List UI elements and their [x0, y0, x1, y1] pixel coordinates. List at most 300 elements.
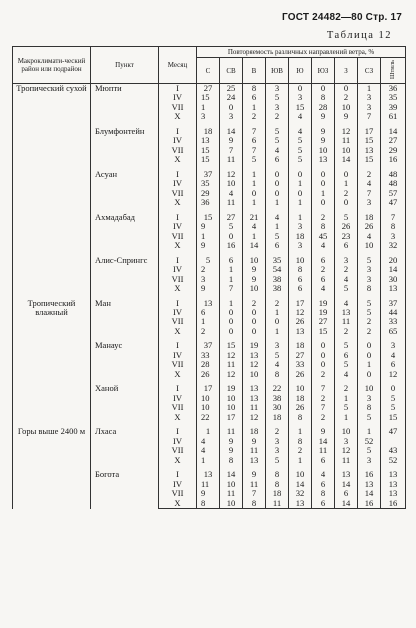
value-cell: 1: [220, 265, 243, 275]
value-cell: 25: [220, 84, 243, 94]
value-cell: 18: [358, 213, 381, 222]
value-cell: 10: [289, 256, 312, 265]
value-cell: 3: [381, 341, 406, 350]
value-cell: 18: [243, 427, 266, 436]
region-cell: [13, 341, 91, 379]
value-cell: 4: [243, 222, 266, 232]
value-cell: 1: [289, 456, 312, 466]
value-cell: 14: [243, 241, 266, 251]
value-cell: 3: [358, 265, 381, 275]
value-cell: 1: [266, 327, 289, 337]
value-cell: 14: [220, 127, 243, 136]
value-cell: 29: [381, 146, 406, 156]
region-cell: [13, 256, 91, 294]
value-cell: 7: [220, 284, 243, 294]
value-cell: 10: [289, 470, 312, 479]
value-cell: 1: [289, 427, 312, 436]
value-cell: 14: [220, 470, 243, 479]
value-cell: 5: [358, 308, 381, 318]
value-cell: 19: [312, 299, 335, 308]
station-cell: Блумфонтейн: [91, 127, 159, 165]
value-cell: 18: [266, 413, 289, 423]
value-cell: 13: [358, 146, 381, 156]
value-cell: 11: [266, 499, 289, 509]
value-cell: 6: [289, 284, 312, 294]
value-cell: 0: [335, 84, 358, 94]
value-cell: 26: [335, 222, 358, 232]
value-cell: 27: [197, 84, 220, 94]
value-cell: 32: [289, 489, 312, 499]
value-cell: 14: [312, 437, 335, 447]
value-cell: 2: [289, 446, 312, 456]
value-cell: 11: [312, 446, 335, 456]
value-cell: 8: [358, 403, 381, 413]
value-cell: 11: [220, 155, 243, 165]
value-cell: 13: [289, 327, 312, 337]
month-cell: VII: [159, 403, 197, 413]
value-cell: 38: [266, 275, 289, 285]
value-cell: 26: [197, 370, 220, 380]
month-cell: I: [159, 427, 197, 436]
value-cell: 12: [220, 351, 243, 361]
value-cell: 30: [381, 275, 406, 285]
value-cell: 2: [243, 112, 266, 122]
value-cell: 7: [243, 127, 266, 136]
region-cell: [13, 170, 91, 208]
value-cell: 16: [381, 155, 406, 165]
value-cell: 8: [289, 437, 312, 447]
value-cell: 10: [220, 403, 243, 413]
value-cell: 3: [335, 256, 358, 265]
value-cell: 0: [266, 189, 289, 199]
value-cell: 0: [358, 351, 381, 361]
value-cell: 13: [289, 499, 312, 509]
value-cell: 9: [312, 127, 335, 136]
value-cell: 5: [335, 403, 358, 413]
value-cell: 38: [266, 284, 289, 294]
value-cell: 8: [358, 284, 381, 294]
value-cell: 29: [197, 189, 220, 199]
value-cell: 2: [335, 265, 358, 275]
value-cell: 1: [197, 427, 220, 436]
value-cell: 1: [220, 275, 243, 285]
value-cell: 11: [220, 489, 243, 499]
value-cell: 0: [358, 341, 381, 350]
value-cell: 4: [312, 241, 335, 251]
value-cell: 16: [381, 499, 406, 509]
value-cell: 12: [243, 360, 266, 370]
region-cell: [13, 213, 91, 251]
value-cell: 14: [335, 480, 358, 490]
table-row: [13, 299, 406, 308]
value-cell: 13: [197, 299, 220, 308]
value-cell: 57: [381, 189, 406, 199]
value-cell: 10: [289, 384, 312, 393]
value-cell: 27: [381, 136, 406, 146]
table-row: [13, 384, 406, 393]
region-cell: Тропический влажный: [13, 299, 91, 337]
value-cell: 8: [289, 413, 312, 423]
value-cell: 0: [220, 308, 243, 318]
value-cell: 11: [220, 427, 243, 436]
month-cell: VII: [159, 275, 197, 285]
value-cell: 54: [266, 265, 289, 275]
value-cell: 0: [220, 103, 243, 113]
value-cell: 8: [312, 489, 335, 499]
value-cell: 4: [358, 179, 381, 189]
month-cell: I: [159, 84, 197, 94]
value-cell: 27: [289, 351, 312, 361]
value-cell: 5: [289, 146, 312, 156]
value-cell: 52: [381, 456, 406, 466]
value-cell: 48: [381, 179, 406, 189]
value-cell: 0: [289, 170, 312, 179]
value-cell: 1: [243, 232, 266, 242]
column-header-sw: ЮЗ: [312, 58, 335, 84]
value-cell: 6: [289, 275, 312, 285]
month-cell: VII: [159, 232, 197, 242]
month-cell: X: [159, 155, 197, 165]
value-cell: 13: [381, 489, 406, 499]
value-cell: 2: [312, 213, 335, 222]
value-cell: 8: [266, 480, 289, 490]
value-cell: 10: [243, 284, 266, 294]
month-cell: IV: [159, 136, 197, 146]
value-cell: 1: [220, 299, 243, 308]
station-cell: Алис-Спрингс: [91, 256, 159, 294]
value-cell: 1: [197, 456, 220, 466]
value-cell: 2: [197, 265, 220, 275]
value-cell: 13: [243, 394, 266, 404]
value-cell: 10: [243, 256, 266, 265]
value-cell: 33: [289, 360, 312, 370]
month-cell: I: [159, 384, 197, 393]
column-header-calm: Штиль: [381, 58, 406, 84]
month-cell: IV: [159, 351, 197, 361]
month-cell: IV: [159, 222, 197, 232]
value-cell: 6: [266, 155, 289, 165]
value-cell: 8: [243, 84, 266, 94]
value-cell: 1: [266, 198, 289, 208]
value-cell: 26: [358, 222, 381, 232]
value-cell: 15: [197, 213, 220, 222]
value-cell: 12: [289, 308, 312, 318]
value-cell: 5: [266, 456, 289, 466]
month-cell: X: [159, 327, 197, 337]
value-cell: 23: [335, 232, 358, 242]
value-cell: 16: [358, 499, 381, 509]
value-cell: 9: [312, 112, 335, 122]
value-cell: 8: [197, 499, 220, 509]
value-cell: 22: [266, 384, 289, 393]
value-cell: 3: [197, 112, 220, 122]
value-cell: 15: [197, 93, 220, 103]
value-cell: 16: [358, 470, 381, 479]
value-cell: 10: [220, 499, 243, 509]
month-cell: VII: [159, 103, 197, 113]
value-cell: 10: [358, 384, 381, 393]
value-cell: 11: [335, 136, 358, 146]
value-cell: 7: [358, 112, 381, 122]
value-cell: 2: [335, 384, 358, 393]
value-cell: 7: [381, 213, 406, 222]
region-cell: [13, 127, 91, 165]
value-cell: 33: [197, 351, 220, 361]
value-cell: 13: [197, 136, 220, 146]
value-cell: 4: [289, 127, 312, 136]
value-cell: 2: [266, 299, 289, 308]
month-cell: X: [159, 241, 197, 251]
table-title: Таблица 12: [326, 30, 392, 41]
value-cell: 6: [266, 241, 289, 251]
region-cell: Горы выше 2400 м: [13, 427, 91, 465]
value-cell: 7: [312, 403, 335, 413]
value-cell: 6: [335, 241, 358, 251]
value-cell: 35: [266, 256, 289, 265]
value-cell: 15: [312, 327, 335, 337]
table-row: [13, 127, 406, 136]
value-cell: 28: [312, 103, 335, 113]
value-cell: 12: [335, 446, 358, 456]
value-cell: 1: [197, 103, 220, 113]
value-cell: 2: [197, 327, 220, 337]
value-cell: 13: [335, 470, 358, 479]
value-cell: 10: [312, 146, 335, 156]
value-cell: 10: [335, 427, 358, 436]
value-cell: 3: [358, 456, 381, 466]
month-cell: I: [159, 341, 197, 350]
value-cell: 5: [289, 155, 312, 165]
value-cell: 2: [312, 265, 335, 275]
value-cell: 12: [381, 370, 406, 380]
value-cell: 8: [266, 370, 289, 380]
value-cell: 0: [312, 351, 335, 361]
value-cell: 4: [335, 370, 358, 380]
value-cell: 28: [197, 360, 220, 370]
wind-frequency-table: [12, 46, 406, 509]
value-cell: 1: [289, 213, 312, 222]
value-cell: 1: [197, 232, 220, 242]
value-cell: 47: [381, 198, 406, 208]
value-cell: 33: [381, 317, 406, 327]
value-cell: 1: [335, 394, 358, 404]
value-cell: 7: [243, 489, 266, 499]
month-cell: IV: [159, 394, 197, 404]
value-cell: 5: [266, 351, 289, 361]
value-cell: 13: [243, 456, 266, 466]
value-cell: 36: [197, 198, 220, 208]
value-cell: 15: [289, 103, 312, 113]
month-cell: X: [159, 284, 197, 294]
value-cell: 10: [220, 179, 243, 189]
column-header-se: ЮВ: [266, 58, 289, 84]
value-cell: 9: [197, 241, 220, 251]
value-cell: 5: [243, 155, 266, 165]
value-cell: 0: [312, 179, 335, 189]
value-cell: 4: [381, 351, 406, 361]
column-header-n: С: [197, 58, 220, 84]
value-cell: 0: [266, 170, 289, 179]
value-cell: 9: [312, 136, 335, 146]
value-cell: 13: [358, 480, 381, 490]
value-cell: 4: [312, 284, 335, 294]
value-cell: 7: [312, 384, 335, 393]
value-cell: 11: [243, 403, 266, 413]
value-cell: [381, 437, 406, 447]
value-cell: 8: [266, 470, 289, 479]
table-row: [13, 256, 406, 265]
value-cell: 30: [266, 403, 289, 413]
value-cell: 5: [358, 299, 381, 308]
month-cell: IV: [159, 93, 197, 103]
value-cell: 18: [289, 341, 312, 350]
value-cell: 0: [266, 179, 289, 189]
value-cell: 3: [266, 446, 289, 456]
month-cell: X: [159, 198, 197, 208]
value-cell: 1: [243, 170, 266, 179]
value-cell: 6: [312, 480, 335, 490]
month-cell: I: [159, 170, 197, 179]
station-cell: Асуан: [91, 170, 159, 208]
value-cell: 5: [335, 341, 358, 350]
value-cell: 4: [358, 232, 381, 242]
value-cell: 8: [312, 222, 335, 232]
month-cell: X: [159, 413, 197, 423]
month-cell: X: [159, 499, 197, 509]
value-cell: 2: [312, 370, 335, 380]
value-cell: 2: [358, 327, 381, 337]
value-cell: 13: [381, 480, 406, 490]
value-cell: 2: [358, 317, 381, 327]
value-cell: 1: [243, 198, 266, 208]
value-cell: 9: [220, 136, 243, 146]
station-cell: Ханой: [91, 384, 159, 422]
month-cell: VII: [159, 446, 197, 456]
table-row: [13, 213, 406, 222]
column-header-s: Ю: [289, 58, 312, 84]
value-cell: 13: [197, 470, 220, 479]
value-cell: 14: [335, 499, 358, 509]
value-cell: 8: [220, 456, 243, 466]
value-cell: 2: [335, 189, 358, 199]
value-cell: 15: [358, 155, 381, 165]
value-cell: 5: [289, 136, 312, 146]
value-cell: 5: [197, 256, 220, 265]
value-cell: 4: [335, 275, 358, 285]
station-cell: Ахмадабад: [91, 213, 159, 251]
column-header-month: Месяц: [159, 47, 197, 84]
column-header-nw: СЗ: [358, 58, 381, 84]
month-cell: VII: [159, 189, 197, 199]
value-cell: 26: [289, 317, 312, 327]
value-cell: 8: [312, 93, 335, 103]
value-cell: 22: [197, 413, 220, 423]
value-cell: 3: [289, 222, 312, 232]
value-cell: 1: [266, 222, 289, 232]
month-cell: X: [159, 370, 197, 380]
value-cell: 14: [335, 155, 358, 165]
value-cell: 0: [220, 327, 243, 337]
value-cell: 2: [266, 427, 289, 436]
value-cell: 4: [266, 360, 289, 370]
value-cell: 21: [243, 213, 266, 222]
value-cell: 13: [243, 351, 266, 361]
value-cell: 10: [335, 103, 358, 113]
month-cell: I: [159, 470, 197, 479]
value-cell: 3: [358, 103, 381, 113]
value-cell: 0: [243, 189, 266, 199]
month-cell: I: [159, 127, 197, 136]
value-cell: 1: [335, 179, 358, 189]
value-cell: 11: [335, 317, 358, 327]
value-cell: 6: [335, 351, 358, 361]
value-cell: 11: [243, 480, 266, 490]
value-cell: 4: [266, 146, 289, 156]
value-cell: 10: [335, 146, 358, 156]
value-cell: 1: [243, 179, 266, 189]
page-header: ГОСТ 24482—80 Стр. 17: [282, 12, 402, 23]
value-cell: 7: [358, 189, 381, 199]
table-row: [13, 84, 406, 94]
value-cell: 0: [312, 341, 335, 350]
value-cell: 20: [381, 256, 406, 265]
value-cell: 7: [243, 146, 266, 156]
value-cell: 1: [358, 84, 381, 94]
value-cell: 3: [358, 93, 381, 103]
value-cell: 19: [220, 384, 243, 393]
table-row: [13, 341, 406, 350]
value-cell: 24: [220, 93, 243, 103]
value-cell: 0: [220, 232, 243, 242]
value-cell: 1: [312, 189, 335, 199]
value-cell: 15: [220, 341, 243, 350]
value-cell: 6: [381, 360, 406, 370]
value-cell: 2: [335, 327, 358, 337]
value-cell: 18: [266, 489, 289, 499]
value-cell: 12: [220, 370, 243, 380]
value-cell: 27: [220, 213, 243, 222]
value-cell: 61: [381, 112, 406, 122]
value-cell: 3: [266, 341, 289, 350]
value-cell: 10: [197, 394, 220, 404]
region-cell: [13, 470, 91, 508]
value-cell: 15: [381, 413, 406, 423]
value-cell: 5: [220, 222, 243, 232]
value-cell: 1: [266, 308, 289, 318]
value-cell: 6: [220, 256, 243, 265]
value-cell: 37: [381, 299, 406, 308]
value-cell: 45: [312, 232, 335, 242]
station-cell: Ман: [91, 299, 159, 337]
column-header-group: Повторяемость различных направлений ветра, %: [197, 47, 406, 58]
value-cell: 5: [358, 413, 381, 423]
month-cell: IV: [159, 179, 197, 189]
value-cell: 1: [197, 317, 220, 327]
value-cell: 3: [289, 93, 312, 103]
value-cell: 9: [197, 489, 220, 499]
value-cell: 6: [243, 93, 266, 103]
month-cell: IV: [159, 265, 197, 275]
value-cell: 0: [312, 170, 335, 179]
value-cell: 8: [243, 499, 266, 509]
value-cell: 12: [220, 170, 243, 179]
region-cell: [13, 384, 91, 422]
value-cell: 0: [289, 189, 312, 199]
value-cell: 13: [381, 470, 406, 479]
value-cell: 5: [266, 93, 289, 103]
value-cell: 3: [358, 275, 381, 285]
value-cell: 5: [358, 256, 381, 265]
